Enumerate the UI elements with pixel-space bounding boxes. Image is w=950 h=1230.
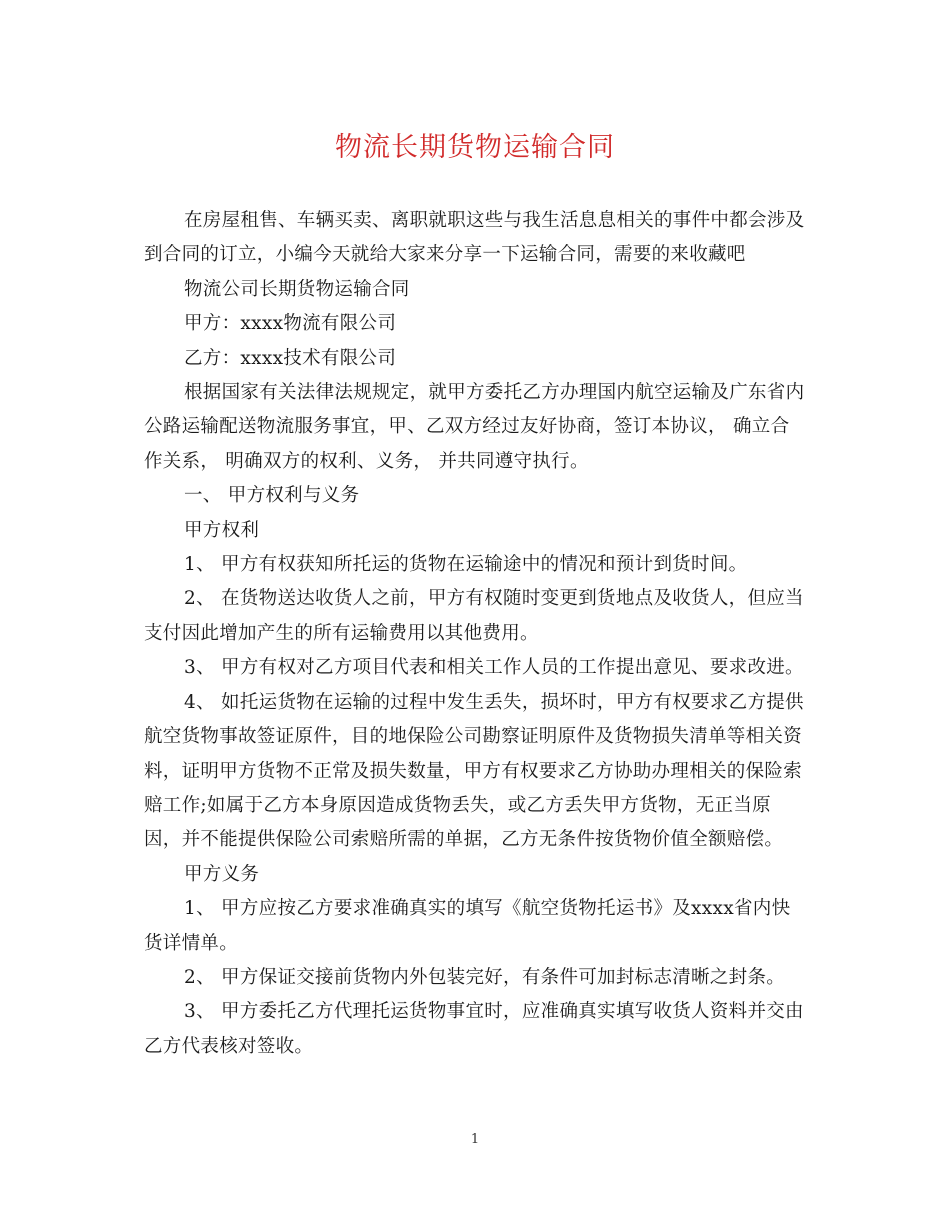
document-body bbox=[144, 204, 808, 1064]
clause-rights-1: 1、 甲方有权获知所托运的货物在运输途中的情况和预计到货时间。 bbox=[184, 554, 748, 576]
paragraph-party-b: 乙方：xxxx技术有限公司 bbox=[184, 347, 397, 369]
paragraph-intro: 在房屋租售、车辆买卖、离职就职这些与我生活息息相关的事件中都会涉及到合同的订立，小编今天就给大家来分享一下运输合同，需要的来收藏吧 bbox=[144, 210, 805, 266]
clause-rights-2: 2、 在货物送达收货人之前，甲方有权随时变更到货地点及收货人，但应当支付因此增加产生的所有运输费用以其他费用。 bbox=[144, 588, 804, 644]
clause-rights-4: 4、 如托运货物在运输的过程中发生丢失，损坏时，甲方有权要求乙方提供航空货物事故签证原件，目的地保险公司勘察证明原件及货物损失清单等相关资料，证明甲方货物不正常及损失数量，甲方有权要求乙方协助办理相关的保险索赔工作;如属于乙方本身原因造成货物丢失，或乙方丢失甲方货物，无正当原因，并不能提供保险公司索赔所需的单据，乙方无条件按货物价值全额赔偿。 bbox=[144, 691, 804, 851]
clause-duties-2: 2、 甲方保证交接前货物内外包装完好，有条件可加封标志清晰之封条。 bbox=[184, 966, 786, 988]
clause-rights-3: 3、 甲方有权对乙方项目代表和相关工作人员的工作提出意见、要求改进。 bbox=[184, 657, 804, 679]
paragraph-preamble: 根据国家有关法律法规规定，就甲方委托乙方办理国内航空运输及广东省内公路运输配送物流服务事宜，甲、乙双方经过友好协商，签订本协议， 确立合作关系， 明确双方的权利、义务， 并共同遵守执行。 bbox=[144, 382, 805, 472]
section-heading-1: 一、 甲方权利与义务 bbox=[184, 485, 360, 507]
clause-duties-3: 3、 甲方委托乙方代理托运货物事宜时，应准确真实填写收货人资料并交由乙方代表核对签收。 bbox=[144, 1001, 804, 1057]
paragraph-party-a: 甲方：xxxx物流有限公司 bbox=[184, 313, 397, 335]
document-title: 物流长期货物运输合同 bbox=[335, 132, 615, 163]
subheading-party-a-rights: 甲方权利 bbox=[184, 519, 260, 541]
clause-duties-1: 1、 甲方应按乙方要求准确真实的填写《航空货物托运书》及xxxx省内快货详情单。 bbox=[144, 898, 791, 954]
subheading-party-a-duties: 甲方义务 bbox=[184, 863, 260, 885]
paragraph-contract-name: 物流公司长期货物运输合同 bbox=[184, 278, 410, 300]
page-number: 1 bbox=[470, 1132, 480, 1147]
